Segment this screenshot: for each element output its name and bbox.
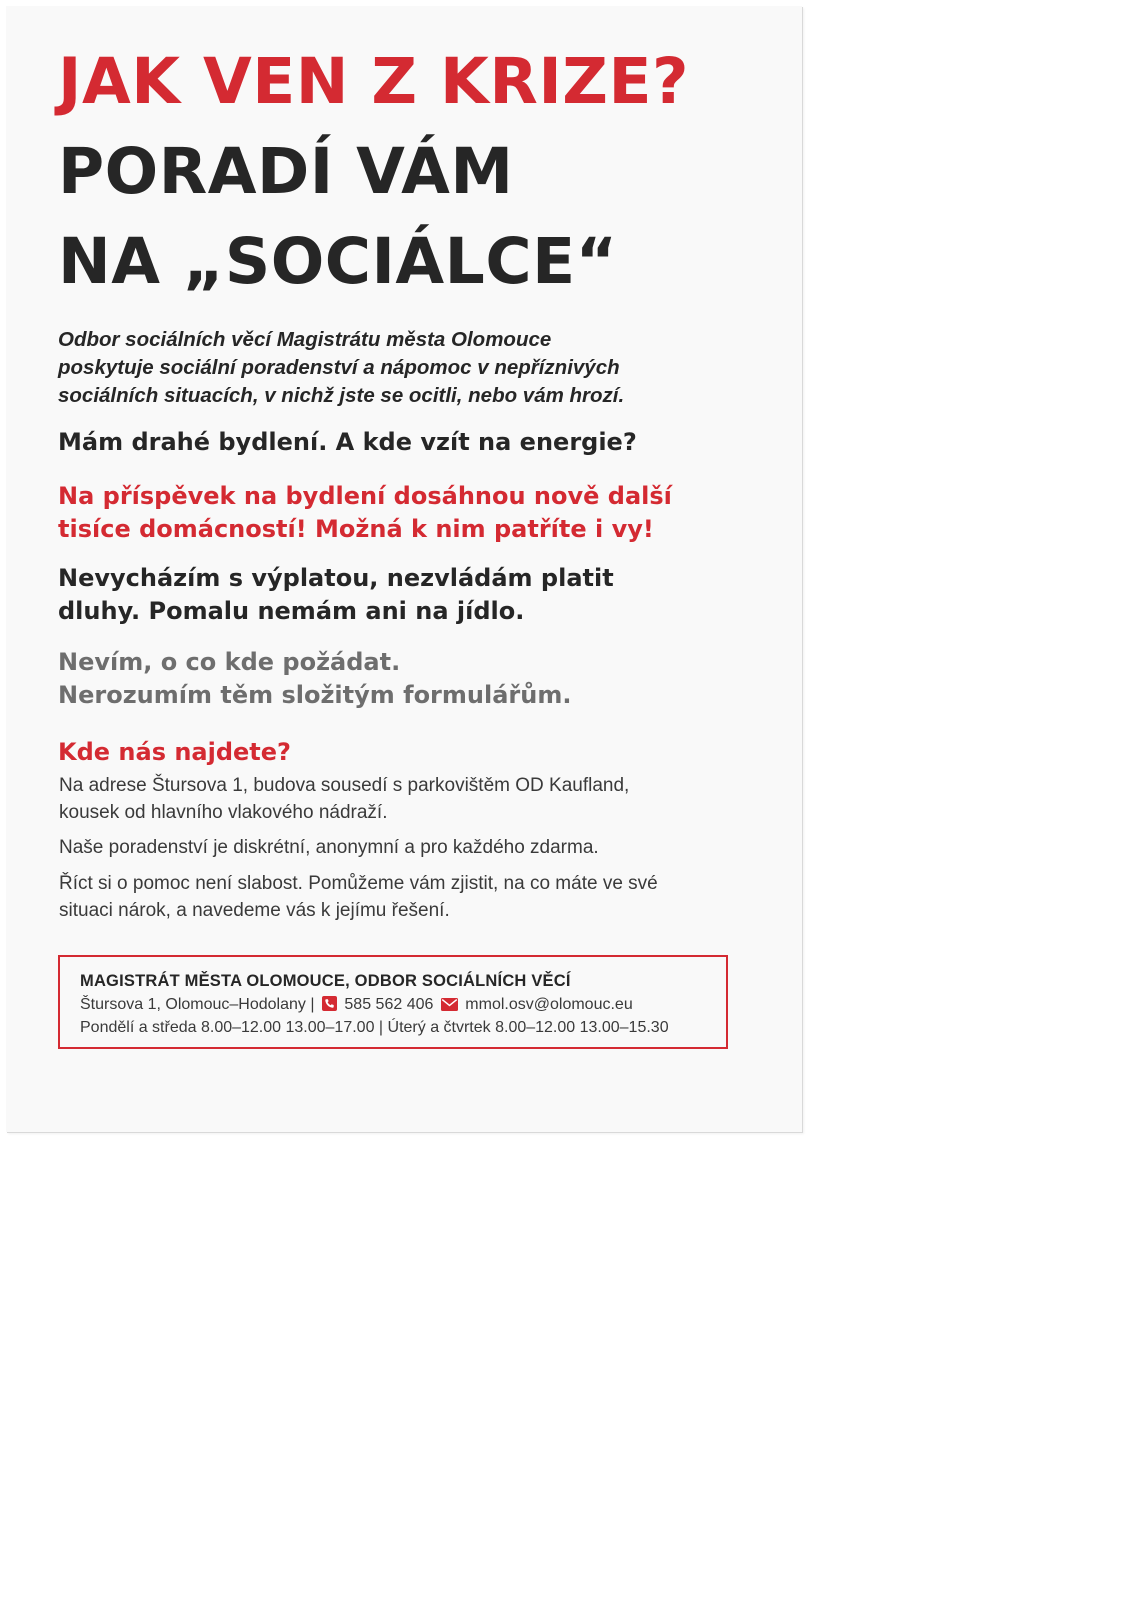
question-debts xyxy=(58,562,614,628)
address-line: kousek od hlavního vlakového nádraží. xyxy=(59,802,388,823)
headline-line-3: NA „SOCIÁLCE“ xyxy=(58,225,618,298)
contact-address: Štursova 1, Olomouc–Hodolany | xyxy=(80,996,315,1013)
intro-line: sociálních situacích, v nichž jste se ocitli, nebo vám hrozí. xyxy=(58,384,625,407)
contact-title: MAGISTRÁT MĚSTA OLOMOUCE, ODBOR SOCIÁLNÍCH VĚCÍ xyxy=(80,972,571,990)
contact-phone[interactable]: 585 562 406 xyxy=(344,996,434,1013)
free-advice-paragraph: Naše poradenství je diskrétní, anonymní a pro každého zdarma. xyxy=(59,837,599,858)
question-housing: Mám drahé bydlení. A kde vzít na energie? xyxy=(58,428,637,456)
contact-box xyxy=(58,955,728,1049)
question-line: Nevycházím s výplatou, nezvládám platit xyxy=(58,564,614,592)
intro-line: Odbor sociálních věcí Magistrátu města Olomouce xyxy=(58,328,552,351)
contact-address-line xyxy=(80,993,726,1016)
intro-line: poskytuje sociální poradenství a nápomoc v nepříznivých xyxy=(58,356,620,379)
address-line: Na adrese Štursova 1, budova sousedí s parkovištěm OD Kaufland, xyxy=(59,775,630,796)
help-line: Říct si o pomoc není slabost. Pomůžeme vám zjistit, na co máte ve své xyxy=(59,873,658,894)
question-forms xyxy=(58,646,571,712)
help-paragraph xyxy=(59,870,658,924)
where-title: Kde nás najdete? xyxy=(58,738,291,766)
contact-email[interactable]: mmol.osv@olomouc.eu xyxy=(465,996,633,1013)
intro-paragraph xyxy=(58,326,758,410)
question-line: dluhy. Pomalu nemám ani na jídlo. xyxy=(58,597,525,625)
question-line: Nevím, o co kde požádat. xyxy=(58,648,401,676)
headline-line-2: PORADÍ VÁM xyxy=(58,135,514,208)
phone-icon xyxy=(322,996,337,1011)
office-hours: Pondělí a středa 8.00–12.00 13.00–17.00 | Úterý a čtvrtek 8.00–12.00 13.00–15.30 xyxy=(80,1019,669,1036)
note-line: Na příspěvek na bydlení dosáhnou nově další xyxy=(58,482,672,510)
address-paragraph xyxy=(59,772,629,826)
note-line: tisíce domácností! Možná k nim patříte i vy! xyxy=(58,515,654,543)
question-line: Nerozumím těm složitým formulářům. xyxy=(58,681,572,709)
headline-line-1: JAK VEN Z KRIZE? xyxy=(58,45,690,118)
flyer-page xyxy=(6,6,802,1132)
housing-allowance-note xyxy=(58,480,672,546)
help-line: situaci nárok, a navedeme vás k jejímu řešení. xyxy=(59,900,450,921)
envelope-icon xyxy=(441,998,458,1011)
